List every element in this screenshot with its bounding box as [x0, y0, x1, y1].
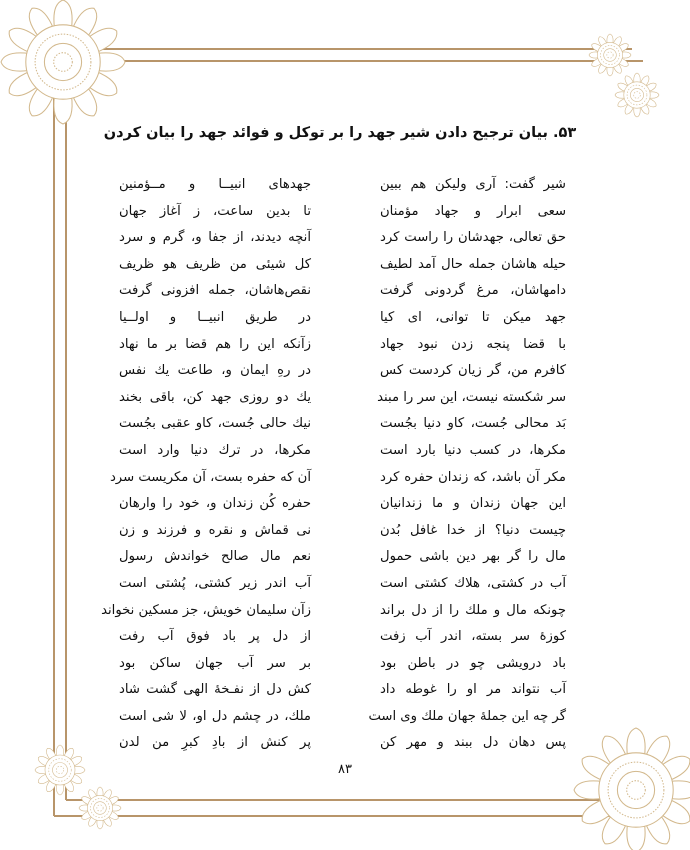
poem-line: دامهاشان، مرغ گردونی گرفت [380, 283, 566, 299]
poem-line: زآنکه این را هم قضا بر ما نهاد [119, 336, 311, 352]
poem-line: از دل پر باد فوق آب رفت [119, 629, 311, 645]
poem-line: کش دل از نفـخهٔ الهی گشت شاد [119, 682, 311, 698]
poem-line: زآن سلیمان خویش، جز مسکین نخواند [101, 602, 311, 618]
poem-line: پس دهان دل ببند و مهر کن [380, 735, 566, 751]
poem-line: کوزهٔ سر بسته، اندر آب زفت [380, 629, 566, 645]
poem-line: جهدهای انبیــا و مــؤمنین [119, 177, 311, 192]
poem-line: ملك، در چشم دل او، لا شی است [119, 708, 311, 724]
mandala-ornament-icon [79, 787, 121, 829]
poem-line: تا بدین ساعت، ز آغاز جهان [119, 203, 311, 219]
poem-line: حفره کُن زندان و، خود را وارهان [119, 496, 311, 512]
poem-line: مکرها، در کسب دنیا بارد است [380, 442, 566, 458]
poem-line: حیله هاشان جمله حال آمد لطیف [380, 256, 566, 272]
poem-line: یك دو روزی جهد کن، باقی بخند [119, 389, 311, 405]
poem-line: کافرم من، گر زیان کردست کس [380, 363, 566, 379]
poem-line: آن که حفره بست، آن مکریست سرد [109, 469, 311, 485]
poem-line: پر کنش از بادِ کبرِ من لدن [119, 735, 311, 751]
poem-line: نعم مال صالح خواندش رسول [119, 549, 311, 565]
poem-line: چونکه مال و ملك را از دل براند [380, 602, 566, 618]
poem-line: بر سر آب جهان ساکن بود [119, 655, 311, 671]
mandala-ornament-icon [589, 34, 631, 76]
page-number: ۸۳ [338, 762, 352, 777]
mandala-ornament-icon [615, 73, 659, 117]
poem-line: در طریق انبیــا و اولــیا [119, 309, 311, 325]
mandala-ornament-icon [35, 745, 85, 795]
poem-line: حق تعالی، جهدشان را راست کرد [380, 230, 566, 246]
poem-line: چیست دنیا؟ از خدا غافل بُدن [380, 522, 566, 538]
poem-line: باد درویشی چو در باطن بود [380, 655, 566, 671]
poem-line: سعی ابرار و جهاد مؤمنان [380, 203, 566, 219]
poem-line: شیر گفت: آری ولیکن هم ببین [380, 177, 566, 192]
poem-line: آنچه دیدند، از جفا و، گرم و سرد [119, 230, 311, 246]
poem-column-left [101, 172, 311, 757]
poem-line: این جهان زندان و ما زندانیان [380, 496, 566, 512]
poem-line: مکر آن باشد، که زندان حفره کرد [380, 469, 566, 485]
poem-line: نیك حالی جُست، کاو عقبی بجُست [119, 416, 311, 432]
poem-line: با قضا پنجه زدن نبود جهاد [380, 336, 566, 352]
poem-line: گر چه این جملهٔ جهان ملك وی است [368, 708, 566, 724]
poem-line: در رهِ ایمان و، طاعت یك نفس [119, 363, 311, 379]
mandala-ornament-icon [574, 728, 690, 850]
poem-line: مکرها، در ترك دنیا وارد است [119, 442, 311, 458]
poem-line: سر شکسته نیست، این سر را مبند [377, 389, 566, 405]
poem-line: بَد محالی جُست، کاو دنیا بجُست [380, 416, 566, 432]
poem-line: آب اندر زیر کشتی، پُشتی است [119, 575, 311, 591]
poem-line: جهد میکن تا توانی، ای کیا [380, 309, 566, 325]
section-title: ۵۳. بیان ترجیح دادن شیر جهد را بر توکل و فوائد جهد را بیان کردن [103, 125, 577, 141]
mandala-ornament-icon [1, 0, 125, 124]
poem-line: آب نتواند مر او را غوطه داد [380, 682, 566, 698]
poem-line: کل شیئی من ظریف هو ظریف [119, 256, 311, 272]
poem-line: آب در کشتی، هلاك کشتی است [380, 575, 566, 591]
poem-line: نقص‌هاشان، جمله افزونی گرفت [119, 283, 311, 299]
poem-line: نی قماش و نقره و فرزند و زن [119, 522, 311, 538]
poem-column-right [368, 172, 566, 757]
poem-line: مال را گر بهر دین باشی حمول [380, 549, 566, 565]
